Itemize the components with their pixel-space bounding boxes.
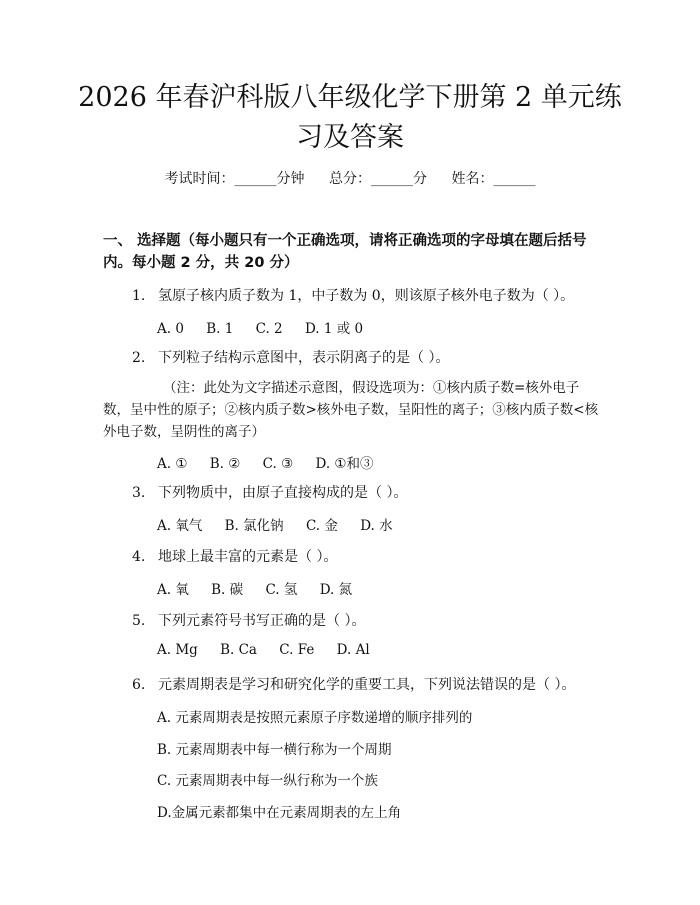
option-c: C. ③ <box>262 456 294 472</box>
option-c: C. 氢 <box>265 582 298 598</box>
option-a: A. 氧气 <box>157 518 203 534</box>
option-b: B. 1 <box>206 321 234 337</box>
question-text: 地球上最丰富的元素是（ ）。 <box>158 549 338 565</box>
option-d: D. ①和③ <box>315 456 374 472</box>
exam-score-field: 总分：______分 <box>329 171 427 187</box>
option-c: C. 金 <box>305 518 338 534</box>
question-3-options <box>157 514 411 534</box>
question-1-options <box>157 317 381 337</box>
exam-info <box>0 168 700 188</box>
option-c: C. 元素周期表中每一纵行称为一个族 <box>157 773 378 789</box>
option-b: B. 碳 <box>211 582 244 598</box>
option-d: D. 1 或 0 <box>304 321 364 337</box>
option-a: A. ① <box>157 456 188 472</box>
option-a: A. 0 <box>157 321 184 337</box>
question-text: 下列物质中，由原子直接构成的是（ ）。 <box>158 485 408 501</box>
question-5-options <box>157 642 388 658</box>
question-number: 4. <box>132 549 146 565</box>
question-text: 元素周期表是学习和研究化学的重要工具，下列说法错误的是（ ）。 <box>158 677 576 693</box>
question-3 <box>132 482 407 502</box>
option-b: B. ② <box>209 456 241 472</box>
question-2-note: （注：此处为文字描述示意图，假设选项为：①核内质子数=核外电子数，呈中性的原子；②核内质子数>核外电子数，呈阳性的离子；③核内质子数<核外电子数，呈阴性的离子） <box>103 380 599 440</box>
question-4-options <box>157 578 370 598</box>
section-heading: 一、 选择题（每小题只有一个正确选项，请将正确选项的字母填在题后括号内。每小题 2 分，共 20 分） <box>103 233 587 271</box>
question-6 <box>132 674 575 694</box>
option-a: A. 元素周期表是按照元素原子序数递增的顺序排列的 <box>157 710 473 726</box>
option-c: C. 2 <box>255 321 283 337</box>
option-b: B. Ca <box>220 642 257 658</box>
document-title: 2026 年春沪科版八年级化学下册第 2 单元练习及答案 <box>78 82 622 153</box>
option-d: D. 水 <box>360 518 393 534</box>
option-c: C. Fe <box>279 642 315 658</box>
question-number: 3. <box>132 485 146 501</box>
question-number: 1. <box>132 288 146 304</box>
question-number: 5. <box>132 613 146 629</box>
question-text: 氢原子核内质子数为 1，中子数为 0，则该原子核外电子数为（ ）。 <box>158 288 575 304</box>
option-d: D. 氮 <box>319 582 353 598</box>
question-2 <box>132 347 449 367</box>
question-5 <box>132 610 365 630</box>
option-a: A. 氧 <box>157 582 189 598</box>
option-b: B. 元素周期表中每一横行称为一个周期 <box>157 742 392 758</box>
option-a: A. Mg <box>157 642 198 658</box>
exam-name-field: 姓名：______ <box>451 171 536 187</box>
option-b: B. 氯化钠 <box>224 518 284 534</box>
question-1 <box>132 285 574 305</box>
exam-time-field: 考试时间：______分钟 <box>164 171 305 187</box>
question-2-options <box>157 452 392 472</box>
question-4 <box>132 546 337 566</box>
question-number: 2. <box>132 350 146 366</box>
question-text: 下列元素符号书写正确的是（ ）。 <box>158 613 366 629</box>
question-text: 下列粒子结构示意图中，表示阴离子的是（ ）。 <box>158 350 450 366</box>
option-d: D. Al <box>336 642 370 658</box>
option-d: D.金属元素都集中在元素周期表的左上角 <box>157 805 402 821</box>
question-number: 6. <box>132 677 146 693</box>
